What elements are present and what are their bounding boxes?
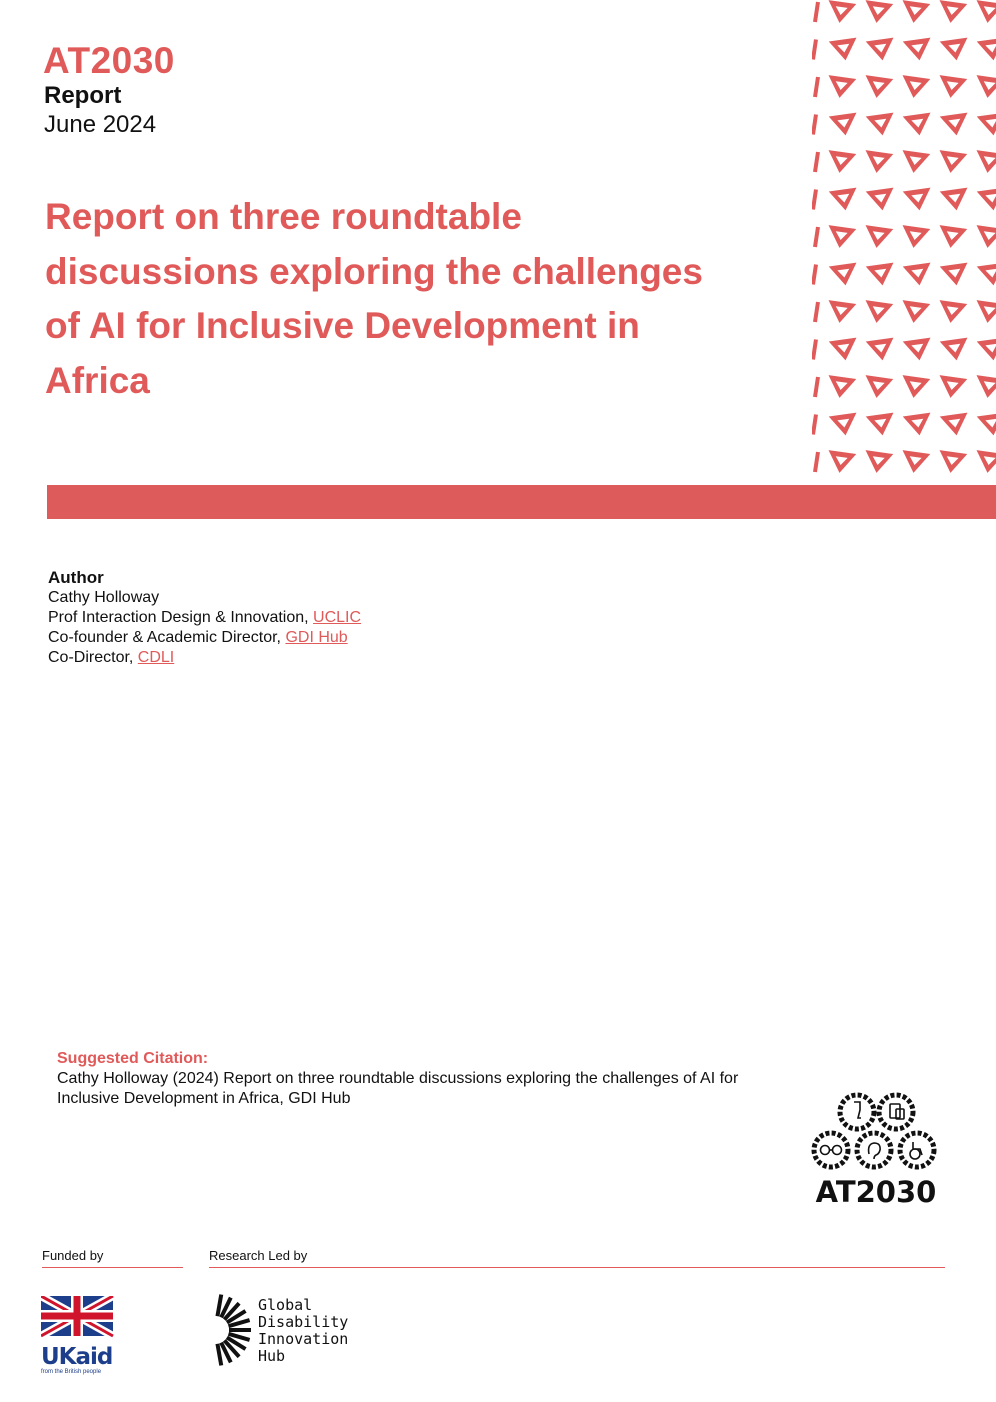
author-role bbox=[48, 648, 361, 668]
gdi-line: Innovation bbox=[258, 1330, 349, 1348]
suggested-citation bbox=[57, 1049, 797, 1109]
ukaid-wordmark: UKaid bbox=[41, 1344, 113, 1370]
author-role-text: Co-Director, bbox=[48, 649, 138, 666]
document-type: Report bbox=[44, 82, 122, 109]
document-date: June 2024 bbox=[44, 111, 157, 138]
citation-text: Cathy Holloway (2024) Report on three roundtable discussions exploring the challenges of AI for Inclusive Development in Africa, GDI Hub bbox=[57, 1070, 739, 1107]
author-name: Cathy Holloway bbox=[48, 589, 160, 606]
at2030-emblem-logo bbox=[808, 1090, 944, 1210]
gdi-hub-logo bbox=[209, 1293, 409, 1367]
title-line: of AI for Inclusive Development in bbox=[45, 305, 640, 346]
research-led-by-rule bbox=[209, 1267, 945, 1268]
author-role-text: Co-founder & Academic Director, bbox=[48, 629, 286, 646]
emblem-wordmark: AT2030 bbox=[815, 1175, 937, 1209]
citation-heading: Suggested Citation: bbox=[57, 1050, 209, 1067]
triangle-pattern bbox=[812, 0, 996, 484]
gdi-line: Hub bbox=[258, 1347, 286, 1365]
author-heading: Author bbox=[48, 568, 104, 587]
gdi-line: Global bbox=[258, 1296, 313, 1314]
report-title bbox=[45, 190, 785, 408]
title-line: Report on three roundtable bbox=[45, 196, 522, 237]
author-role bbox=[48, 608, 361, 628]
funded-by-rule bbox=[42, 1267, 183, 1268]
title-line: discussions exploring the challenges bbox=[45, 250, 703, 292]
uclic-link[interactable]: UCLIC bbox=[313, 609, 362, 626]
cdli-link[interactable]: CDLI bbox=[137, 649, 175, 666]
gdi-line: Disability bbox=[258, 1313, 349, 1331]
red-band-divider bbox=[47, 485, 996, 519]
gdi-hub-link[interactable]: GDI Hub bbox=[285, 629, 348, 646]
funded-by-label: Funded by bbox=[42, 1248, 104, 1263]
research-led-by-label: Research Led by bbox=[209, 1248, 308, 1263]
title-line: Africa bbox=[45, 359, 150, 401]
brand-title: AT2030 bbox=[43, 40, 175, 81]
author-role bbox=[48, 628, 361, 648]
ukaid-logo bbox=[41, 1296, 117, 1376]
ukaid-tagline: from the British people bbox=[41, 1369, 102, 1375]
gdi-ray-icon bbox=[217, 1295, 251, 1366]
author-role-text: Prof Interaction Design & Innovation, bbox=[48, 609, 314, 626]
author-block bbox=[48, 568, 361, 668]
